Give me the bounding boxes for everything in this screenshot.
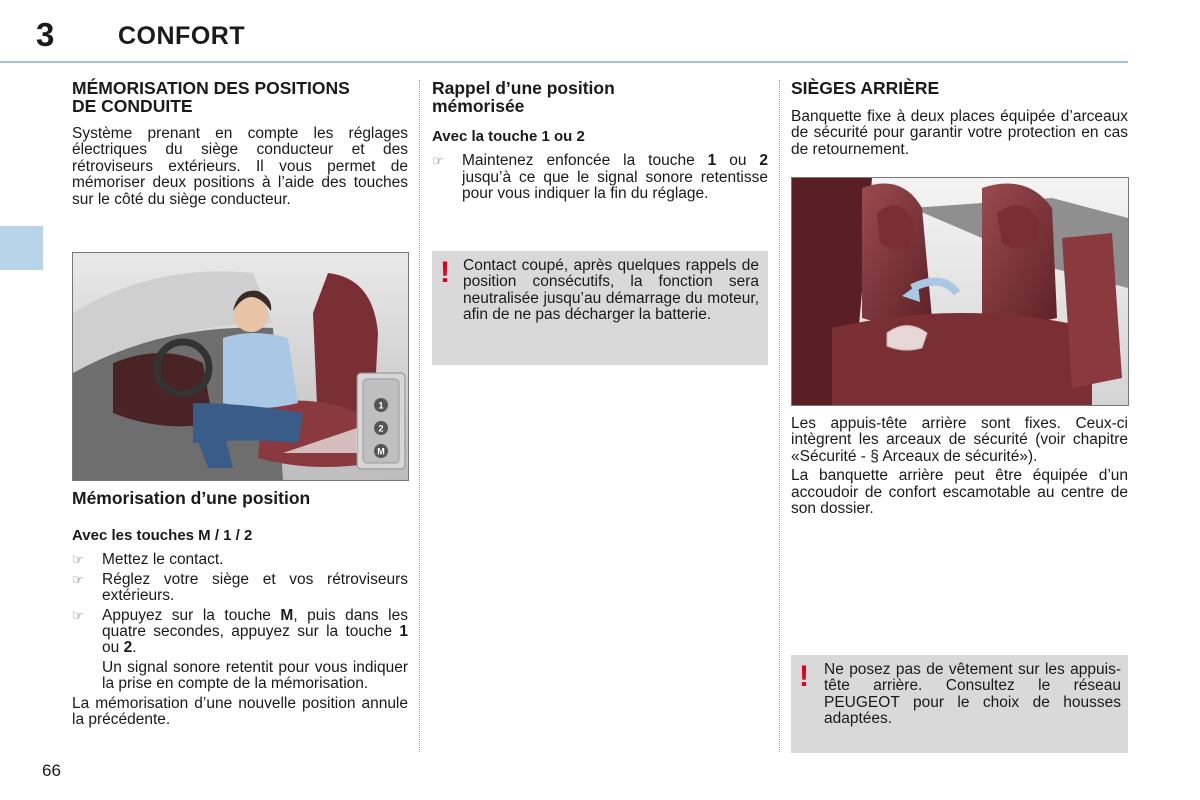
warning-text-sieges: Ne posez pas de vêtement sur les appuis-tête arrière. Consultez le réseau PEUGEOT pour le choix de housses adaptées. [824, 661, 1121, 728]
list-item: ☞ Maintenez enfoncée la touche 1 ou 2 jusqu’à ce que le signal sonore retentisse pour vous indiquer la fin du réglage. [432, 152, 768, 203]
sieges-intro: Banquette fixe à deux places équipée d’arceaux de sécurité pour garantir votre protection en cas de retournement. [791, 108, 1128, 158]
pointing-hand-icon: ☞ [72, 552, 84, 568]
section-title-memorisation: MÉMORISATION DES POSITIONS DE CONDUITE [72, 78, 350, 116]
section-title-rappel: Rappel d’une position mémorisée [432, 78, 615, 116]
sieges-para1: Les appuis-tête arrière sont fixes. Ceux-ci intègrent les arceaux de sécurité (voir chapitre «Sécurité - § Arceaux de sécurité»). [791, 415, 1128, 465]
column-memorisation [72, 79, 408, 208]
rear-seats-illustration [791, 177, 1129, 406]
pointing-hand-icon: ☞ [72, 607, 84, 623]
warning-box-rappel [432, 251, 768, 365]
memory-button-1: 1 [378, 400, 384, 411]
exclamation-icon: ! [799, 660, 809, 693]
column-rappel [432, 79, 768, 203]
subheading-touche: Avec la touche 1 ou 2 [432, 128, 585, 145]
chapter-title: CONFORT [118, 22, 246, 50]
column-divider [419, 80, 420, 752]
memorisation-intro: Système prenant en compte les réglages électriques du siège conducteur et des rétroviseurs extérieurs. Il vous permet de mémoriser deux positions à l’aide des touches sur le côté du siège conducteur. [72, 125, 408, 208]
pointing-hand-icon: ☞ [432, 153, 444, 169]
memory-button-m: M [377, 446, 385, 457]
warning-box-sieges [791, 655, 1128, 753]
subheading-touches: Avec les touches M / 1 / 2 [72, 527, 253, 544]
page-number: 66 [42, 761, 61, 780]
memory-button-2: 2 [378, 423, 384, 434]
column-sieges-arriere [791, 79, 1128, 158]
header-rule [0, 61, 1128, 63]
signal-note: Un signal sonore retentit pour vous indiquer la prise en compte de la mémorisation. [102, 658, 408, 693]
driver-seat-illustration [72, 252, 409, 481]
chapter-side-tab [0, 226, 43, 270]
pointing-hand-icon: ☞ [72, 571, 84, 587]
list-item: ☞ Appuyez sur la touche M, puis dans les quatre secondes, appuyez sur la touche 1 ou 2. [72, 606, 408, 657]
exclamation-icon: ! [440, 256, 450, 289]
list-item: ☞ Réglez votre siège et vos rétroviseurs extérieurs. [72, 570, 408, 605]
chapter-number: 3 [36, 16, 55, 53]
subsection-title-memorisation: Mémorisation d’une position [72, 488, 311, 508]
column-sieges-text [791, 416, 1128, 517]
memorisation-outro: La mémorisation d’une nouvelle position annule la précédente. [72, 694, 408, 729]
sieges-para2: La banquette arrière peut être équipée d’un accoudoir de confort escamotable au centre de son dossier. [791, 467, 1128, 518]
section-title-sieges-arriere: SIÈGES ARRIÈRE [791, 78, 940, 98]
column-divider [779, 80, 780, 752]
list-item: ☞ Mettez le contact. [72, 551, 224, 569]
column-memorisation-steps [72, 489, 408, 728]
warning-text-rappel: Contact coupé, après quelques rappels de position consécutifs, la fonction sera neutralisée jusqu’au démarrage du moteur, afin de ne pas décharger la batterie. [463, 257, 759, 324]
